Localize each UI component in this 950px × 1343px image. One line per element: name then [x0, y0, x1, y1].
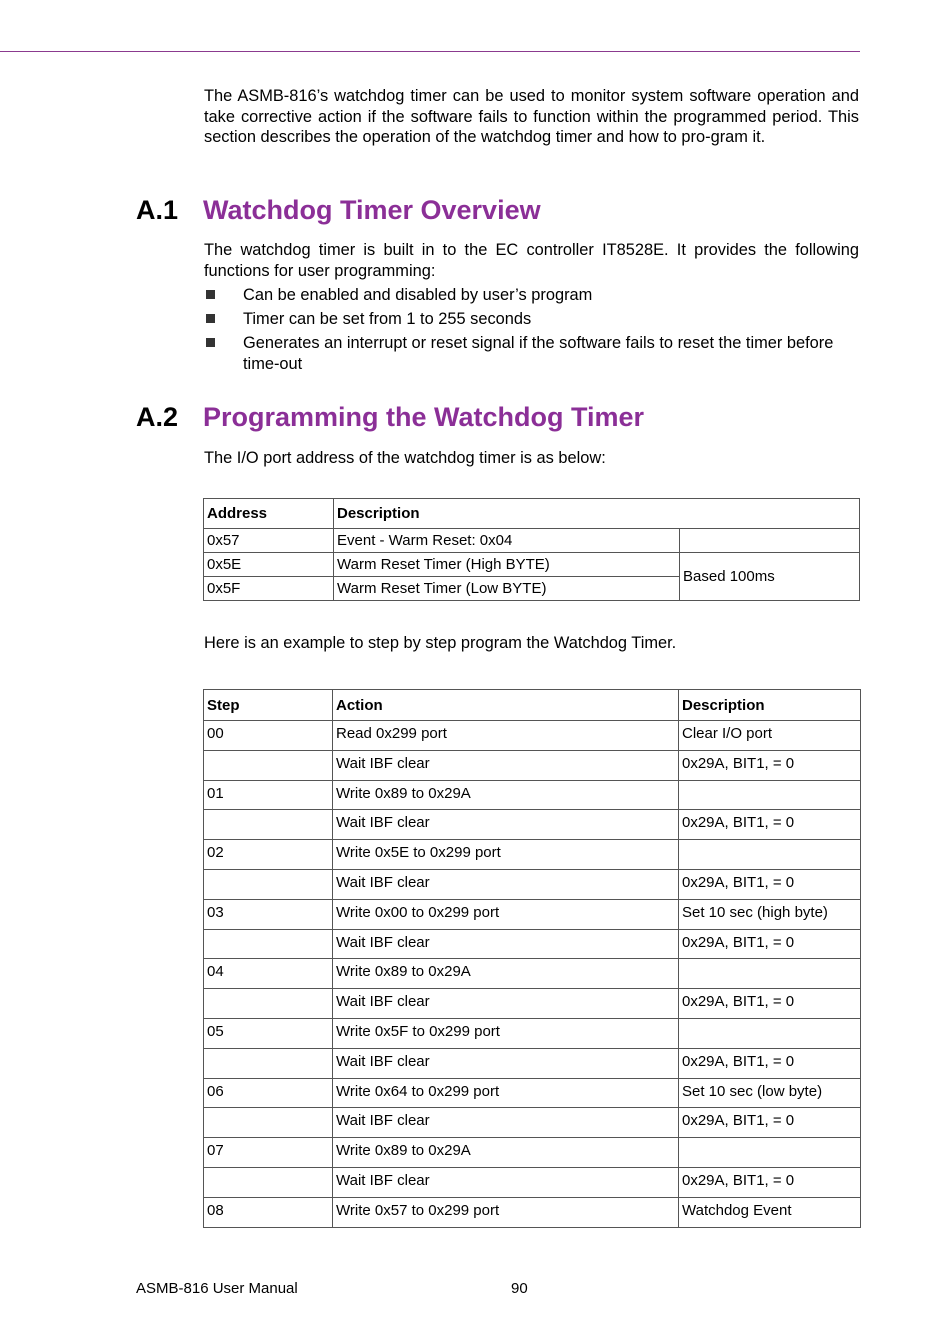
table-row: [204, 840, 861, 870]
step-cell: [204, 1167, 333, 1197]
action-cell: Wait IBF clear: [333, 1167, 679, 1197]
step-table-body: [204, 721, 861, 1228]
bullet-square-icon: [206, 314, 215, 323]
intro-paragraph: The ASMB-816’s watchdog timer can be used to monitor system software operation and take corrective action if the software fails to function within the programmed period. This section describes the operation of the watchdog timer and how to pro-gram it.: [204, 87, 859, 147]
table-row: [204, 1108, 861, 1138]
bullet-square-icon: [206, 290, 215, 299]
column-header: Description: [679, 690, 861, 721]
description-cell: 0x29A, BIT1, = 0: [679, 869, 861, 899]
column-header: Step: [204, 690, 333, 721]
action-cell: Write 0x57 to 0x299 port: [333, 1197, 679, 1227]
column-header: Action: [333, 690, 679, 721]
action-cell: Write 0x00 to 0x299 port: [333, 899, 679, 929]
step-cell: [204, 810, 333, 840]
section-heading-a1: [136, 195, 541, 226]
address-cell: 0x5E: [204, 553, 334, 577]
table-row: [204, 869, 861, 899]
step-cell: [204, 989, 333, 1019]
table-row: [204, 959, 861, 989]
action-cell: Wait IBF clear: [333, 989, 679, 1019]
column-header: Description: [334, 499, 860, 529]
table-row: [204, 529, 860, 553]
step-cell: 00: [204, 721, 333, 751]
description-cell: [679, 1138, 861, 1168]
page-number: 90: [511, 1280, 528, 1297]
table-row: [204, 750, 861, 780]
step-table: [203, 689, 861, 1228]
description-cell: Warm Reset Timer (Low BYTE): [334, 577, 680, 601]
action-cell: Wait IBF clear: [333, 1108, 679, 1138]
description-cell: 0x29A, BIT1, = 0: [679, 989, 861, 1019]
table-row: [204, 899, 861, 929]
table-row: [204, 810, 861, 840]
action-cell: Write 0x89 to 0x29A: [333, 780, 679, 810]
section-a1-body: [204, 240, 859, 377]
description-cell: Event - Warm Reset: 0x04: [334, 529, 680, 553]
step-cell: 02: [204, 840, 333, 870]
description-cell: [679, 1018, 861, 1048]
section-title: Watchdog Timer Overview: [203, 195, 541, 225]
step-cell: 08: [204, 1197, 333, 1227]
example-intro-text: Here is an example to step by step program the Watchdog Timer.: [204, 634, 677, 652]
table-row: [204, 1048, 861, 1078]
section-title: Programming the Watchdog Timer: [203, 402, 645, 432]
description-cell: Set 10 sec (low byte): [679, 1078, 861, 1108]
description-cell: Warm Reset Timer (High BYTE): [334, 553, 680, 577]
action-cell: Read 0x299 port: [333, 721, 679, 751]
table-row: [204, 1197, 861, 1227]
list-item: Generates an interrupt or reset signal if the software fails to reset the timer before time-out: [204, 333, 859, 374]
description-cell: Clear I/O port: [679, 721, 861, 751]
address-table: [203, 498, 860, 601]
action-cell: Wait IBF clear: [333, 810, 679, 840]
table-row: [204, 989, 861, 1019]
section-heading-a2: [136, 402, 644, 433]
description-cell: Set 10 sec (high byte): [679, 899, 861, 929]
action-cell: Write 0x89 to 0x29A: [333, 1138, 679, 1168]
description-cell: [679, 959, 861, 989]
action-cell: Write 0x5F to 0x299 port: [333, 1018, 679, 1048]
action-cell: Write 0x89 to 0x29A: [333, 959, 679, 989]
note-cell: [680, 529, 860, 553]
description-cell: 0x29A, BIT1, = 0: [679, 810, 861, 840]
step-cell: [204, 750, 333, 780]
action-cell: Write 0x5E to 0x299 port: [333, 840, 679, 870]
table-row: [204, 1018, 861, 1048]
description-cell: [679, 840, 861, 870]
step-cell: 07: [204, 1138, 333, 1168]
step-cell: 06: [204, 1078, 333, 1108]
step-cell: [204, 1048, 333, 1078]
step-cell: [204, 1108, 333, 1138]
table-row: [204, 1138, 861, 1168]
action-cell: Write 0x64 to 0x299 port: [333, 1078, 679, 1108]
step-cell: 05: [204, 1018, 333, 1048]
section-number: A.2: [136, 402, 179, 432]
description-cell: [679, 780, 861, 810]
note-cell: Based 100ms: [680, 553, 860, 601]
table-row: [204, 929, 861, 959]
table-row: [204, 1167, 861, 1197]
action-cell: Wait IBF clear: [333, 869, 679, 899]
address-cell: 0x5F: [204, 577, 334, 601]
table-row: [204, 553, 860, 577]
bullet-square-icon: [206, 338, 215, 347]
table-row: [204, 780, 861, 810]
table-header-row: [204, 499, 860, 529]
step-cell: [204, 929, 333, 959]
address-cell: 0x57: [204, 529, 334, 553]
action-cell: Wait IBF clear: [333, 1048, 679, 1078]
section-number: A.1: [136, 195, 179, 225]
description-cell: 0x29A, BIT1, = 0: [679, 929, 861, 959]
header-rule: [0, 51, 860, 52]
action-cell: Wait IBF clear: [333, 750, 679, 780]
section-a1-text: The watchdog timer is built in to the EC controller IT8528E. It provides the following functions for user programming:: [204, 241, 859, 280]
column-header: Address: [204, 499, 334, 529]
description-cell: Watchdog Event: [679, 1197, 861, 1227]
section-a2-text: The I/O port address of the watchdog timer is as below:: [204, 449, 606, 467]
description-cell: 0x29A, BIT1, = 0: [679, 750, 861, 780]
action-cell: Wait IBF clear: [333, 929, 679, 959]
description-cell: 0x29A, BIT1, = 0: [679, 1048, 861, 1078]
table-row: [204, 721, 861, 751]
description-cell: 0x29A, BIT1, = 0: [679, 1108, 861, 1138]
step-cell: [204, 869, 333, 899]
step-cell: 03: [204, 899, 333, 929]
list-item: Timer can be set from 1 to 255 seconds: [204, 309, 859, 330]
footer-manual-title: ASMB-816 User Manual: [136, 1280, 298, 1297]
description-cell: 0x29A, BIT1, = 0: [679, 1167, 861, 1197]
step-cell: 04: [204, 959, 333, 989]
table-row: [204, 1078, 861, 1108]
feature-list: [204, 285, 859, 374]
step-cell: 01: [204, 780, 333, 810]
table-header-row: [204, 690, 861, 721]
list-item: Can be enabled and disabled by user’s program: [204, 285, 859, 306]
